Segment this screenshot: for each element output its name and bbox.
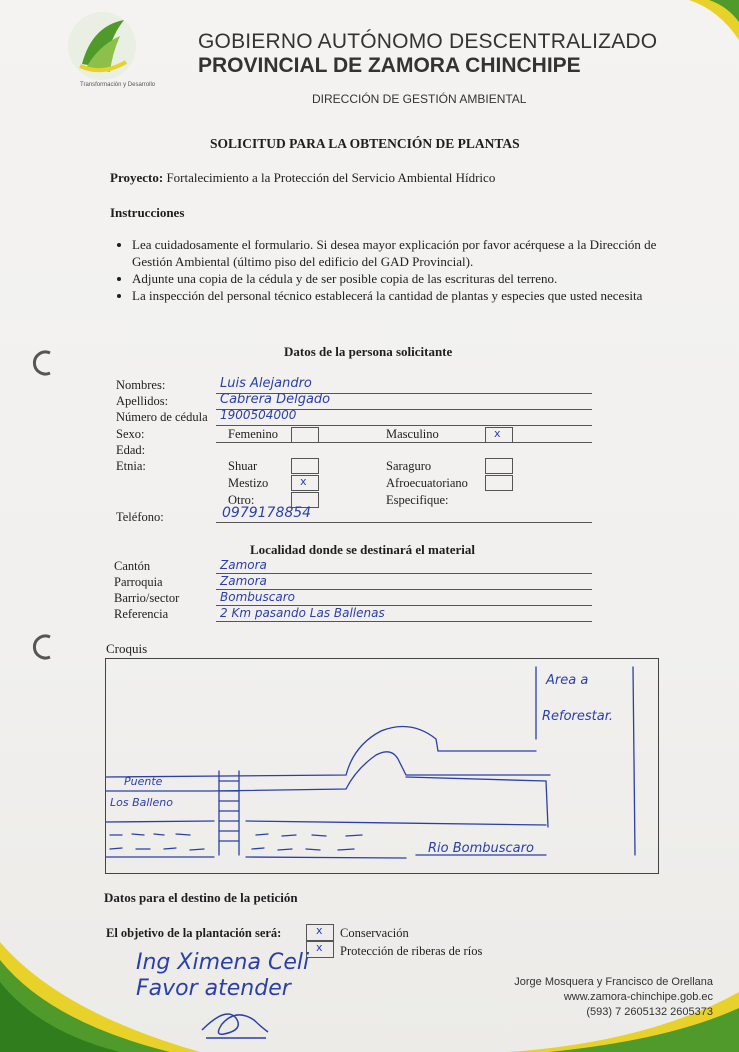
- location-heading: Localidad donde se destinará el material: [250, 542, 475, 557]
- parroquia-field[interactable]: Zamora: [220, 574, 267, 588]
- punch-hole-bottom: [28, 632, 56, 662]
- cedula-line: [216, 425, 592, 426]
- corner-decoration-bottom-left: [0, 942, 200, 1052]
- apellidos-field[interactable]: Cabrera Delgado: [220, 392, 331, 407]
- cedula-field[interactable]: 1900504000: [220, 408, 297, 422]
- femenino-label: Femenino: [228, 427, 278, 441]
- croquis-sketch-area[interactable]: [105, 658, 659, 874]
- punch-hole-top: [28, 348, 56, 378]
- apellidos-label: Apellidos:: [116, 394, 169, 408]
- conservacion-mark: x: [316, 924, 323, 937]
- form-title: SOLICITUD PARA LA OBTENCIÓN DE PLANTAS: [210, 136, 520, 151]
- referencia-field[interactable]: 2 Km pasando Las Ballenas: [220, 606, 385, 620]
- telefono-field[interactable]: 0979178854: [222, 505, 312, 521]
- sketch-label-river: Rio Bombuscaro: [428, 841, 534, 856]
- barrio-field[interactable]: Bombuscaro: [220, 590, 295, 604]
- applicant-heading: Datos de la persona solicitante: [284, 344, 453, 359]
- nombres-label: Nombres:: [116, 378, 166, 392]
- footer-website[interactable]: www.zamora-chinchipe.gob.ec: [563, 991, 713, 1003]
- shuar-label: Shuar: [228, 459, 258, 473]
- instructions-list: [110, 236, 692, 304]
- corner-decoration-top: [679, 0, 739, 50]
- header-department: DIRECCIÓN DE GESTIÓN AMBIENTAL: [312, 92, 527, 106]
- project-line: [110, 170, 495, 186]
- etnia-label: Etnia:: [116, 459, 146, 473]
- masculino-mark: x: [494, 427, 501, 440]
- afro-checkbox[interactable]: [485, 475, 513, 491]
- shuar-checkbox[interactable]: [291, 458, 319, 474]
- saraguro-checkbox[interactable]: [485, 458, 513, 474]
- femenino-checkbox[interactable]: [291, 427, 319, 443]
- sketch-label-area-2: Reforestar.: [542, 709, 614, 724]
- instruction-item: • Lea cuidadosamente el formulario. Si desea mayor explicación por favor acérquese a la Dirección de Gestión Ambiental (último piso del edificio del GAD Provincial).: [132, 236, 692, 270]
- sketch-drawing: [106, 659, 658, 873]
- sexo-line: [216, 442, 592, 443]
- objective-label: El objetivo de la plantación será:: [106, 926, 282, 940]
- sexo-label: Sexo:: [116, 427, 145, 441]
- instructions-heading: Instrucciones: [110, 205, 185, 220]
- riberas-mark: x: [316, 941, 323, 954]
- handwritten-note-line-1: Ing Ximena Celi: [136, 950, 310, 975]
- barrio-label: Barrio/sector: [114, 591, 180, 605]
- destination-heading: Datos para el destino de la petición: [104, 890, 298, 905]
- sketch-label-bridge-2: Los Balleno: [110, 796, 173, 809]
- referencia-label: Referencia: [114, 607, 169, 621]
- telefono-label: Teléfono:: [116, 510, 164, 524]
- project-label: Proyecto:: [110, 170, 164, 185]
- logo-caption: Transformación y Desarrollo: [80, 82, 156, 88]
- cedula-label: Número de cédula: [116, 410, 208, 424]
- instruction-item: • La inspección del personal técnico establecerá la cantidad de plantas y especies que usted necesita: [132, 287, 692, 304]
- mestizo-label: Mestizo: [228, 476, 269, 490]
- sketch-label-area-1: Area a: [546, 673, 589, 688]
- referencia-line: [216, 621, 592, 622]
- project-value: Fortalecimiento a la Protección del Servicio Ambiental Hídrico: [166, 170, 496, 185]
- conservacion-label: Conservación: [340, 926, 409, 940]
- canton-label: Cantón: [114, 559, 151, 573]
- afro-label: Afroecuatoriano: [386, 476, 468, 490]
- especifique-label: Especifique:: [386, 493, 449, 507]
- canton-line: [216, 573, 592, 574]
- handwritten-note-line-2: Favor atender: [136, 976, 291, 1001]
- header-line-2: PROVINCIAL DE ZAMORA CHINCHIPE: [198, 54, 581, 77]
- nombres-field[interactable]: Luis Alejandro: [220, 376, 312, 391]
- gad-logo-icon: [62, 6, 142, 86]
- masculino-label: Masculino: [386, 427, 439, 441]
- footer-address: Jorge Mosquera y Francisco de Orellana: [514, 976, 713, 988]
- mestizo-mark: x: [300, 475, 307, 488]
- parroquia-label: Parroquia: [114, 575, 163, 589]
- sketch-label-bridge-1: Puente: [124, 775, 163, 788]
- canton-field[interactable]: Zamora: [220, 558, 267, 572]
- riberas-label: Protección de riberas de ríos: [340, 944, 483, 958]
- edad-label: Edad:: [116, 443, 146, 457]
- instruction-item: • Adjunte una copia de la cédula y de ser posible copia de las escrituras del terreno.: [132, 270, 692, 287]
- croquis-label: Croquis: [106, 641, 148, 656]
- telefono-line: [216, 522, 592, 523]
- otro-label: Otro:: [228, 493, 255, 507]
- footer-phones: (593) 7 2605132 2605373: [586, 1006, 713, 1018]
- signature-icon: [196, 1004, 276, 1044]
- saraguro-label: Saraguro: [386, 459, 432, 473]
- header-line-1: GOBIERNO AUTÓNOMO DESCENTRALIZADO: [198, 30, 658, 53]
